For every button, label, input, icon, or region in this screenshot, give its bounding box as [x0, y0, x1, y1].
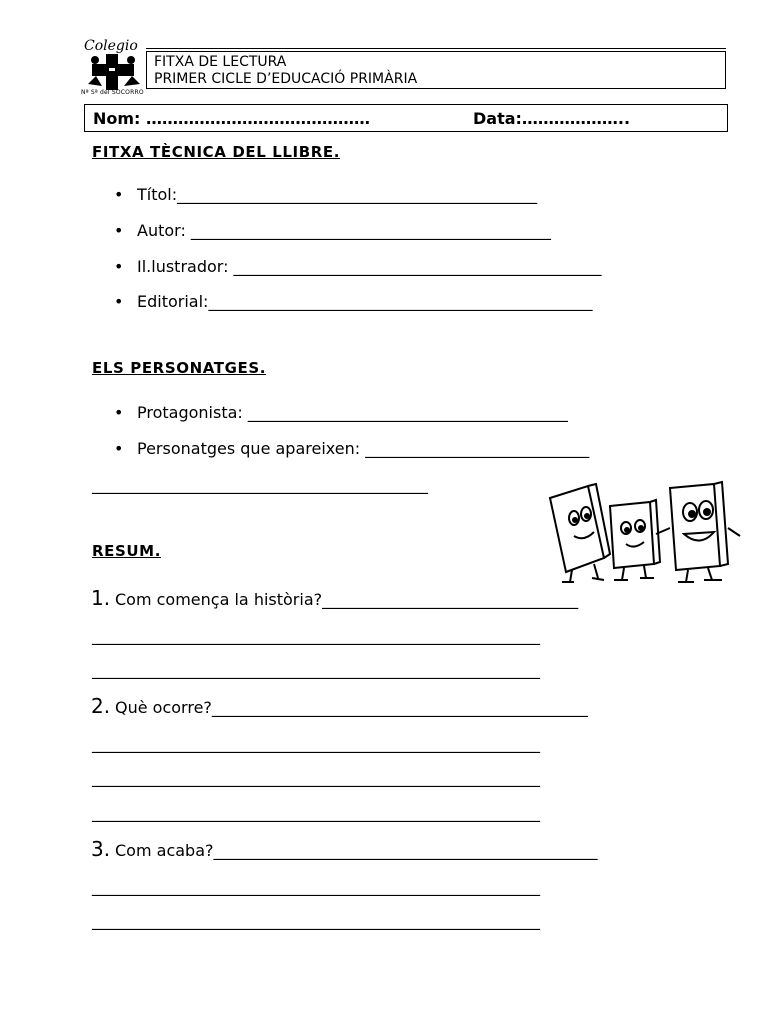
question-number: 1. — [91, 586, 111, 610]
header-subtitle: PRIMER CICLE D’EDUCACIÓ PRIMÀRIA — [154, 71, 418, 87]
section-title-technical: FITXA TÈCNICA DEL LLIBRE. — [92, 143, 341, 161]
cartoon-books-illustration — [544, 478, 744, 588]
bullet-icon: • — [114, 257, 124, 276]
bullet-icon: • — [114, 439, 124, 458]
question-number: 3. — [91, 837, 111, 861]
bullet-icon: • — [114, 403, 124, 422]
bullet-icon: • — [114, 292, 124, 311]
answer-line[interactable]: ________________________________________________________ — [92, 877, 540, 896]
answer-line[interactable]: ________________________________________________________ — [92, 803, 540, 822]
question-number: 2. — [91, 694, 111, 718]
header-box — [146, 51, 726, 89]
header-top-rule — [146, 48, 726, 49]
bullet-icon: • — [114, 185, 124, 204]
bullet-icon: • — [114, 221, 124, 240]
section-title-characters: ELS PERSONATGES. — [92, 359, 267, 377]
question-3-label[interactable]: Com acaba?________________________________________________ — [115, 841, 598, 860]
field-title[interactable]: Títol:_____________________________________________ — [137, 185, 538, 204]
answer-line[interactable]: ________________________________________________________ — [92, 660, 540, 679]
logo-caption: Nª Sª del SOCORRO — [81, 89, 144, 96]
answer-line[interactable]: ________________________________________________________ — [92, 734, 540, 753]
cross-children-icon — [86, 54, 142, 90]
name-date-box — [84, 104, 728, 132]
date-field[interactable]: Data:……………….. — [473, 109, 631, 128]
question-2-label[interactable]: Què ocorre?_______________________________________________ — [115, 698, 588, 717]
header-title: FITXA DE LECTURA — [154, 54, 287, 70]
question-1-label[interactable]: Com comença la història?________________________________ — [115, 590, 579, 609]
field-illustrator[interactable]: Il.lustrador: ______________________________________________ — [137, 257, 602, 276]
logo-script-text: Colegio — [84, 38, 138, 54]
name-field[interactable]: Nom: …………………………………… — [93, 109, 371, 128]
answer-line[interactable]: ________________________________________________________ — [92, 768, 540, 787]
answer-line[interactable]: ________________________________________________________ — [92, 626, 540, 645]
field-protagonist[interactable]: Protagonista: ________________________________________ — [137, 403, 568, 422]
field-publisher[interactable]: Editorial:________________________________________________ — [137, 292, 593, 311]
field-characters[interactable]: Personatges que apareixen: ____________________________ — [137, 439, 590, 458]
characters-continuation-line[interactable]: __________________________________________ — [92, 475, 428, 494]
school-logo — [80, 40, 146, 100]
answer-line[interactable]: ________________________________________________________ — [92, 911, 540, 930]
section-title-summary: RESUM. — [92, 542, 162, 560]
field-author[interactable]: Autor: _____________________________________________ — [137, 221, 551, 240]
